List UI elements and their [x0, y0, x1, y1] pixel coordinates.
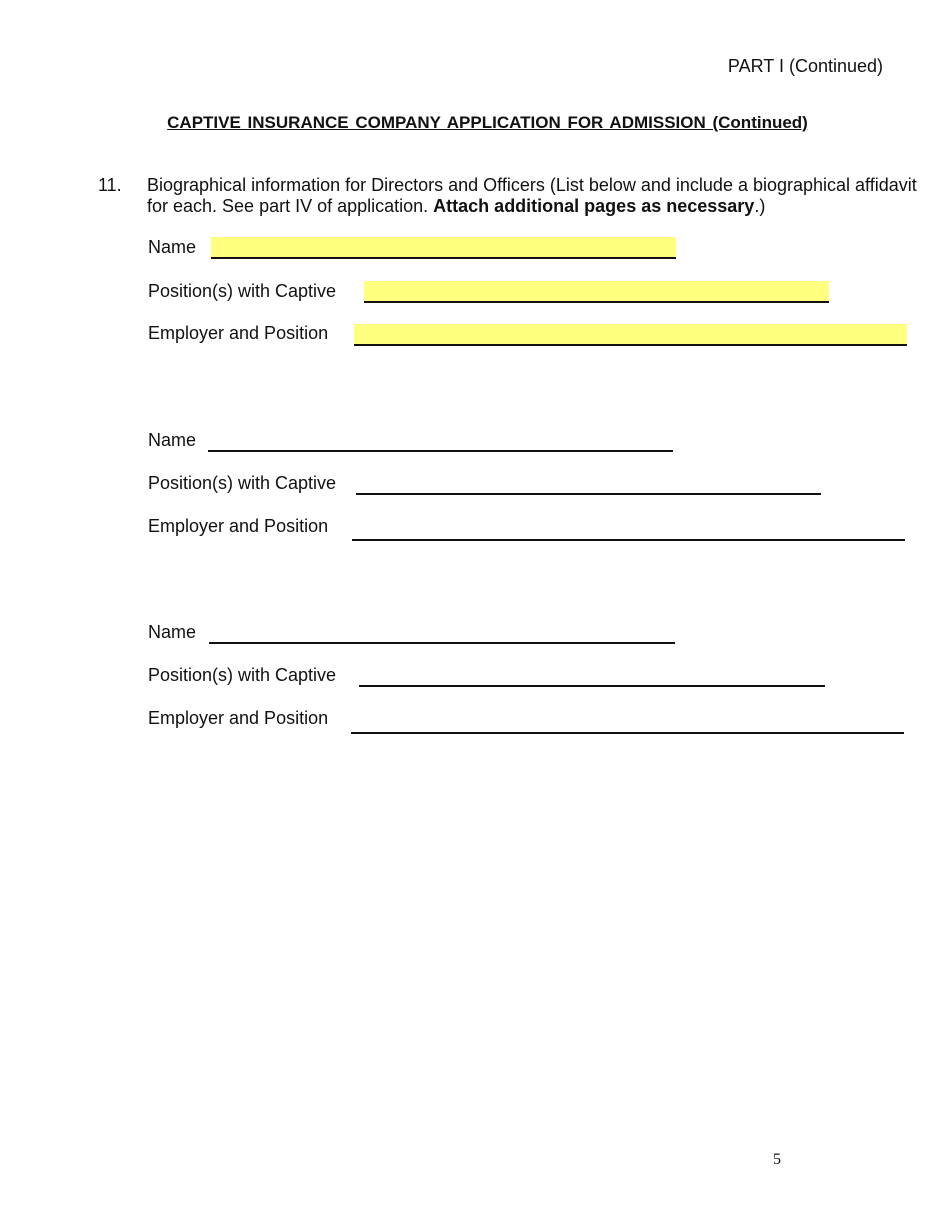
item-text-part2: .) — [754, 196, 766, 216]
director-2-position-field[interactable] — [356, 473, 821, 495]
part-label: PART I (Continued) — [727, 56, 883, 76]
position-label: Position(s) with Captive — [148, 281, 337, 301]
name-label: Name — [148, 622, 197, 642]
position-label: Position(s) with Captive — [148, 665, 337, 685]
employer-label: Employer and Position — [148, 516, 329, 536]
item-instructions — [147, 175, 917, 217]
page-number: 5 — [773, 1151, 781, 1168]
name-label: Name — [148, 430, 197, 450]
employer-label: Employer and Position — [148, 708, 329, 728]
director-3-employer-field[interactable] — [351, 712, 904, 734]
director-1-name-field[interactable] — [211, 237, 676, 259]
director-1-position-field[interactable] — [364, 281, 829, 303]
director-2-name-field[interactable] — [208, 430, 673, 452]
item-number: 11. — [98, 175, 122, 195]
document-title: CAPTIVE INSURANCE COMPANY APPLICATION FOR ADMISSION (Continued) — [167, 113, 808, 132]
position-label: Position(s) with Captive — [148, 473, 337, 493]
director-3-name-field[interactable] — [209, 622, 675, 644]
director-3-position-field[interactable] — [359, 665, 825, 687]
director-2-employer-field[interactable] — [352, 519, 905, 541]
employer-label: Employer and Position — [148, 323, 329, 343]
director-1-employer-field[interactable] — [354, 324, 907, 346]
item-text-bold: Attach additional pages as necessary — [433, 196, 755, 216]
item-text-part1: Biographical information for Directors and Officers (List below and include a biographical affidavit for each. See part IV of application. — [147, 175, 917, 216]
name-label: Name — [148, 237, 197, 257]
